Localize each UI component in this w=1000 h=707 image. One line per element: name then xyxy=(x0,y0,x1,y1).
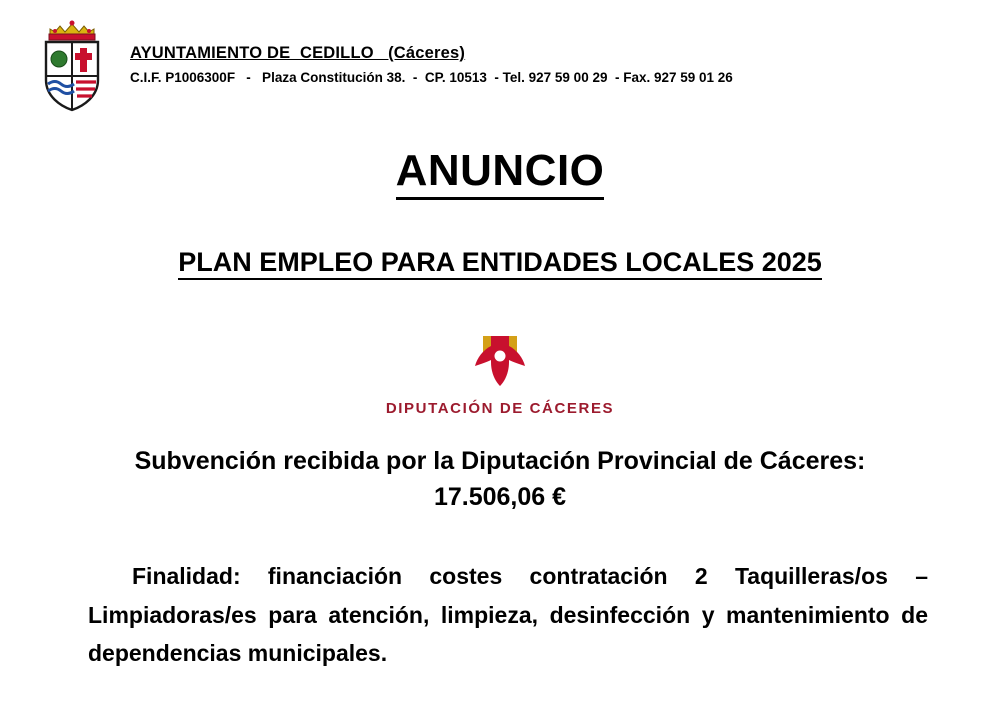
grant-statement-text: Subvención recibida por la Diputación Provincial de Cáceres: xyxy=(134,447,866,475)
diputacion-logo-caption: DIPUTACIÓN DE CÁCERES xyxy=(385,400,615,417)
purpose-paragraph xyxy=(88,557,928,673)
grant-amount: 17.506,06 € xyxy=(433,482,567,511)
page-title xyxy=(0,146,1000,196)
coat-of-arms-icon xyxy=(36,18,108,114)
purpose-text: Finalidad: financiación costes contratación 2 Taquilleras/os – Limpiadoras/es para atención, limpieza, desinfección y mantenimiento de dependencias municipales xyxy=(88,563,928,667)
organization-name: AYUNTAMIENTO DE CEDILLO (Cáceres) xyxy=(130,44,466,62)
purpose-period: . xyxy=(380,640,388,667)
letterhead xyxy=(0,18,1000,114)
grant-statement xyxy=(0,444,1000,515)
diputacion-logo-block xyxy=(0,332,1000,417)
page-subtitle xyxy=(0,247,1000,278)
diputacion-caceres-logo-icon xyxy=(457,332,543,394)
page-title-text: ANUNCIO xyxy=(396,146,605,200)
organization-contact: C.I.F. P1006300F - Plaza Constitución 38. - CP. 10513 - Tel. 927 59 00 29 - Fax. 927 59 01 26 xyxy=(130,70,733,85)
page-subtitle-text: PLAN EMPLEO PARA ENTIDADES LOCALES 2025 xyxy=(178,247,822,280)
letterhead-text xyxy=(130,18,733,85)
